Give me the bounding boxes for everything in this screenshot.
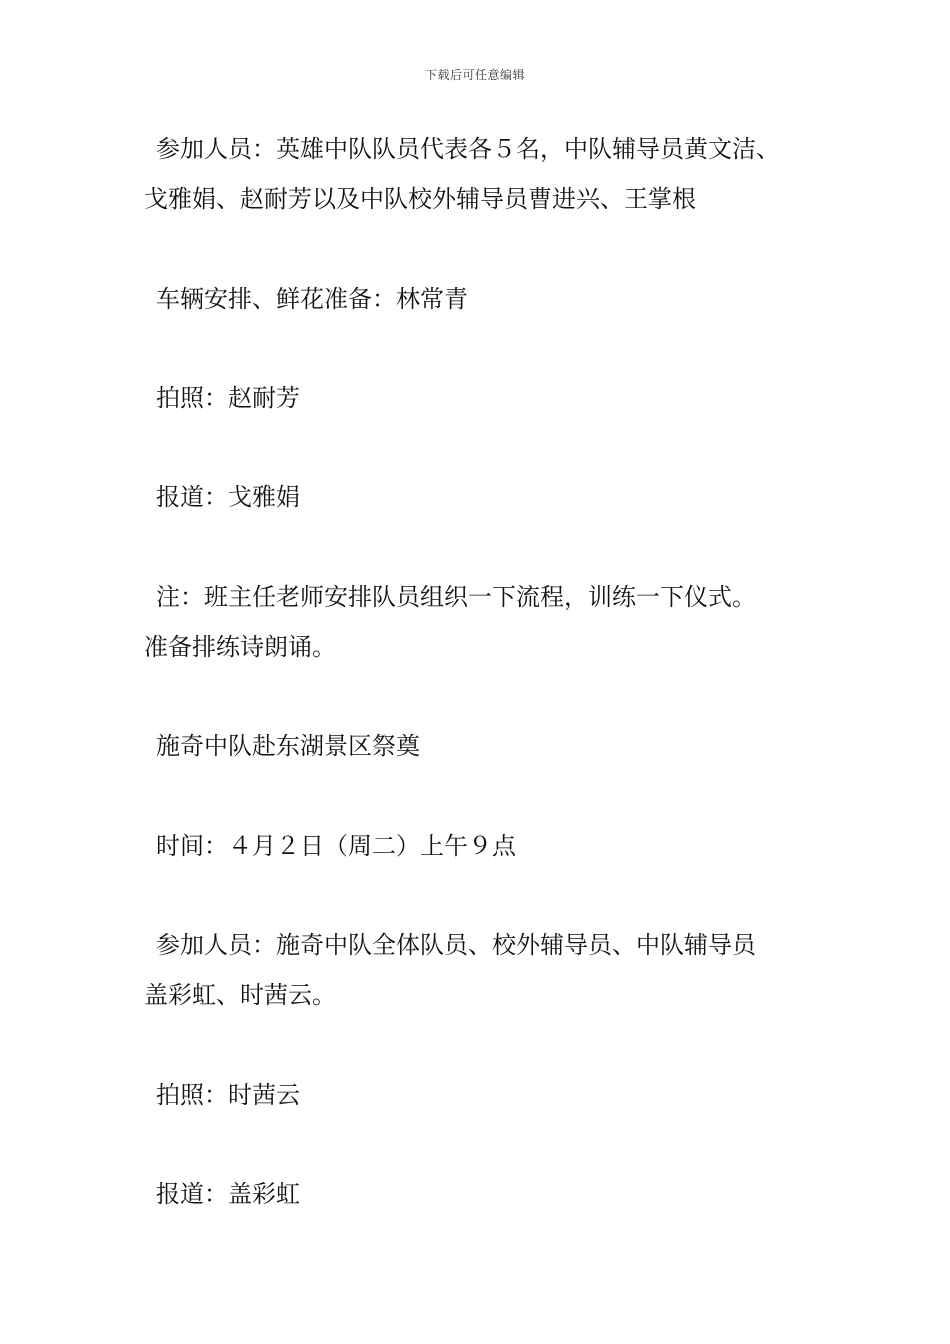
event-title-paragraph [144, 721, 834, 771]
text-line: 报道：戈雅娟 [156, 483, 300, 511]
participants-paragraph-1 [144, 124, 834, 224]
text-line: 拍照：时茜云 [156, 1081, 300, 1109]
text-line: 参加人员：英雄中队队员代表各５名，中队辅导员黄文洁、 [156, 135, 780, 163]
text-line: 准备排练诗朗诵。 [144, 633, 336, 661]
vehicle-flowers-paragraph [144, 274, 834, 324]
page-header: 下载后可任意编辑 [424, 68, 525, 82]
text-line: 报道：盖彩虹 [156, 1180, 300, 1208]
text-line: 盖彩虹、时茜云。 [144, 981, 336, 1009]
text-line: 车辆安排、鲜花准备：林常青 [156, 285, 468, 313]
time-paragraph [144, 821, 834, 871]
text-line: 注：班主任老师安排队员组织一下流程，训练一下仪式。 [156, 583, 756, 611]
text-line: 参加人员：施奇中队全体队员、校外辅导员、中队辅导员 [156, 931, 756, 959]
text-line: 施奇中队赴东湖景区祭奠 [156, 732, 420, 760]
photo-paragraph-1 [144, 373, 834, 423]
note-paragraph [144, 572, 834, 672]
text-line: 戈雅娟、赵耐芳以及中队校外辅导员曹进兴、王掌根 [144, 185, 696, 213]
participants-paragraph-2 [144, 920, 834, 1020]
text-line: 拍照：赵耐芳 [156, 384, 300, 412]
report-paragraph-2 [144, 1169, 834, 1219]
text-line: 时间：４月２日（周二）上午９点 [156, 832, 516, 860]
photo-paragraph-2 [144, 1070, 834, 1120]
report-paragraph-1 [144, 472, 834, 522]
